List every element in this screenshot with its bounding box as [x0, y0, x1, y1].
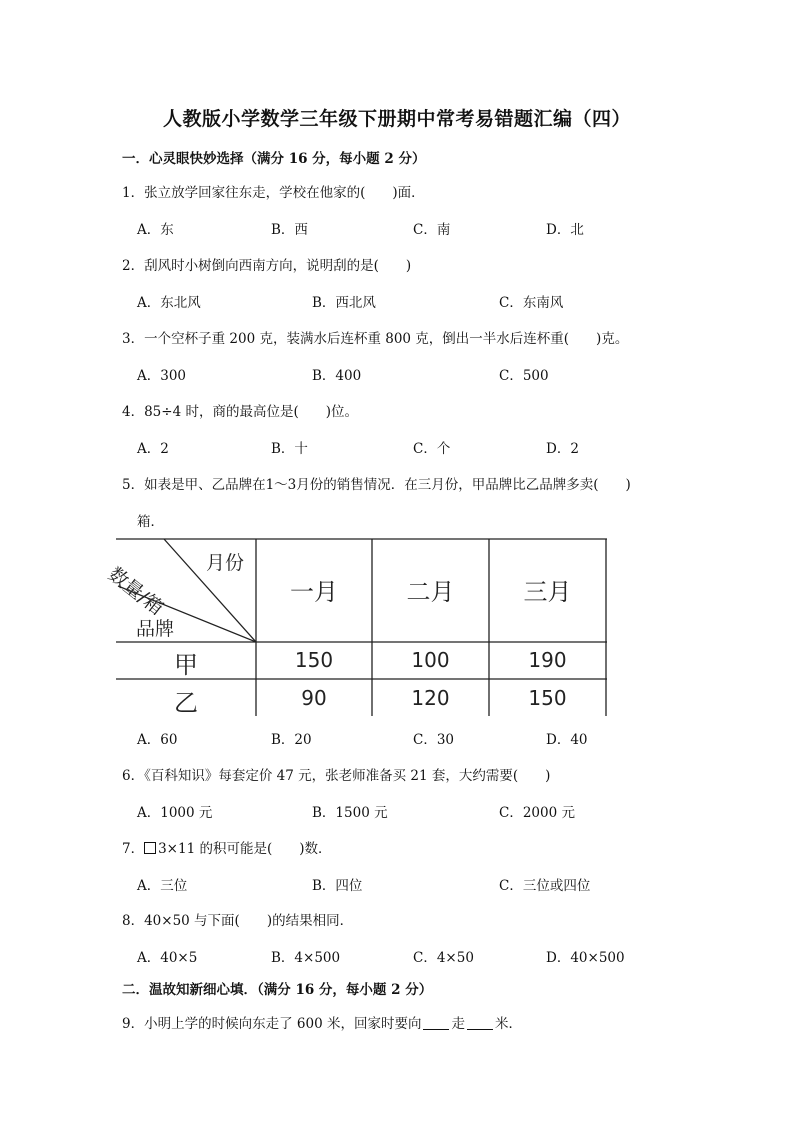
- option-5b[interactable]: B．20: [271, 732, 312, 748]
- header-month-3: 三月: [523, 578, 572, 606]
- answer-blank-direction[interactable]: [423, 1015, 449, 1030]
- option-7a[interactable]: A．三位: [137, 878, 188, 894]
- row-brand-jia: 甲: [174, 651, 198, 679]
- option-4d[interactable]: D．2: [546, 441, 579, 457]
- question-text: 一个空杯子重 200 克，装满水后连杯重 800 克，倒出一半水后连杯重( )克。: [144, 331, 629, 347]
- option-8c[interactable]: C．4×50: [413, 950, 474, 966]
- question-text: 如表是甲、乙品牌在1～3月份的销售情况．在三月份，甲品牌比乙品牌多卖( ): [144, 477, 631, 493]
- option-6b[interactable]: B．1500 元: [312, 805, 388, 821]
- question-9: [122, 1012, 522, 1032]
- option-1d[interactable]: D．北: [546, 222, 584, 238]
- question-number: 7．: [122, 841, 145, 857]
- question-5-continuation: 箱．: [137, 514, 164, 530]
- square-box-icon: [144, 842, 156, 854]
- question-number: 3．: [122, 331, 145, 347]
- option-8a[interactable]: A．40×5: [137, 950, 198, 966]
- question-number: 6．: [122, 768, 145, 784]
- option-3a[interactable]: A．300: [137, 368, 187, 384]
- sales-table: [103, 538, 607, 717]
- question-number: 8．: [122, 913, 145, 929]
- option-8d[interactable]: D．40×500: [546, 950, 625, 966]
- option-4c[interactable]: C．个: [413, 441, 451, 457]
- cell-yi-1: 90: [301, 686, 327, 710]
- question-text: 3×11 的积可能是( )数．: [158, 841, 332, 857]
- question-number: 2．: [122, 258, 145, 274]
- question-1: [122, 181, 425, 201]
- corner-brand-label: 品牌: [136, 618, 175, 640]
- question-text: 85÷4 时，商的最高位是( )位。: [144, 404, 358, 420]
- option-8b[interactable]: B．4×500: [271, 950, 341, 966]
- option-1b[interactable]: B．西: [271, 222, 308, 238]
- question-3: [122, 327, 628, 347]
- option-1a[interactable]: A．东: [137, 222, 174, 238]
- question-text-c: 米．: [494, 1016, 522, 1032]
- option-7c[interactable]: C．三位或四位: [499, 878, 591, 894]
- answer-blank-distance[interactable]: [467, 1015, 493, 1030]
- question-text: 刮风时小树倒向西南方向，说明刮的是( ): [144, 258, 412, 274]
- option-3c[interactable]: C．500: [499, 368, 549, 384]
- question-4: [122, 400, 358, 420]
- row-brand-yi: 乙: [174, 689, 198, 717]
- option-2a[interactable]: A．东北风: [137, 295, 201, 311]
- option-6c[interactable]: C．2000 元: [499, 805, 575, 821]
- cell-yi-2: 120: [411, 686, 450, 710]
- question-number: 4．: [122, 404, 145, 420]
- section-heading-1: 一．心灵眼快妙选择（满分 16 分，每小题 2 分）: [122, 151, 426, 167]
- question-text: 40×50 与下面( )的结果相同．: [144, 913, 354, 929]
- question-8: [122, 909, 353, 929]
- question-5: [122, 473, 631, 493]
- page-title: 人教版小学数学三年级下册期中常考易错题汇编（四）: [162, 108, 631, 130]
- option-4b[interactable]: B．十: [271, 441, 308, 457]
- option-3b[interactable]: B．400: [312, 368, 362, 384]
- option-4a[interactable]: A．2: [137, 441, 169, 457]
- header-month-1: 一月: [290, 578, 338, 606]
- cell-yi-3: 150: [528, 686, 567, 710]
- header-month-2: 二月: [406, 578, 455, 606]
- option-5c[interactable]: C．30: [413, 732, 455, 748]
- question-text: 张立放学回家往东走，学校在他家的( )面．: [144, 185, 425, 201]
- question-text-a: 小明上学的时候向东走了 600 米，回家时要向: [144, 1016, 422, 1032]
- question-number: 9．: [122, 1016, 145, 1032]
- option-7b[interactable]: B．四位: [312, 878, 363, 894]
- section-heading-2: 二．温故知新细心填．（满分 16 分，每小题 2 分）: [122, 982, 433, 998]
- question-2: [122, 254, 411, 274]
- question-number: 5．: [122, 477, 145, 493]
- option-2c[interactable]: C．东南风: [499, 295, 564, 311]
- option-2b[interactable]: B．西北风: [312, 295, 376, 311]
- cell-jia-3: 190: [528, 648, 567, 672]
- option-1c[interactable]: C．南: [413, 222, 451, 238]
- question-text-b: 走: [451, 1016, 465, 1032]
- option-5a[interactable]: A．60: [137, 732, 178, 748]
- cell-jia-1: 150: [294, 648, 334, 672]
- question-7: [122, 837, 332, 857]
- option-5d[interactable]: D．40: [546, 732, 588, 748]
- corner-month-label: 月份: [206, 552, 245, 574]
- question-text: 《百科知识》每套定价 47 元，张老师准备买 21 套，大约需要( ): [144, 768, 551, 784]
- corner-quantity-label: 数量/箱: [103, 563, 168, 620]
- question-6: [122, 764, 550, 784]
- option-6a[interactable]: A．1000 元: [137, 805, 213, 821]
- question-number: 1．: [122, 185, 145, 201]
- cell-jia-2: 100: [411, 648, 450, 672]
